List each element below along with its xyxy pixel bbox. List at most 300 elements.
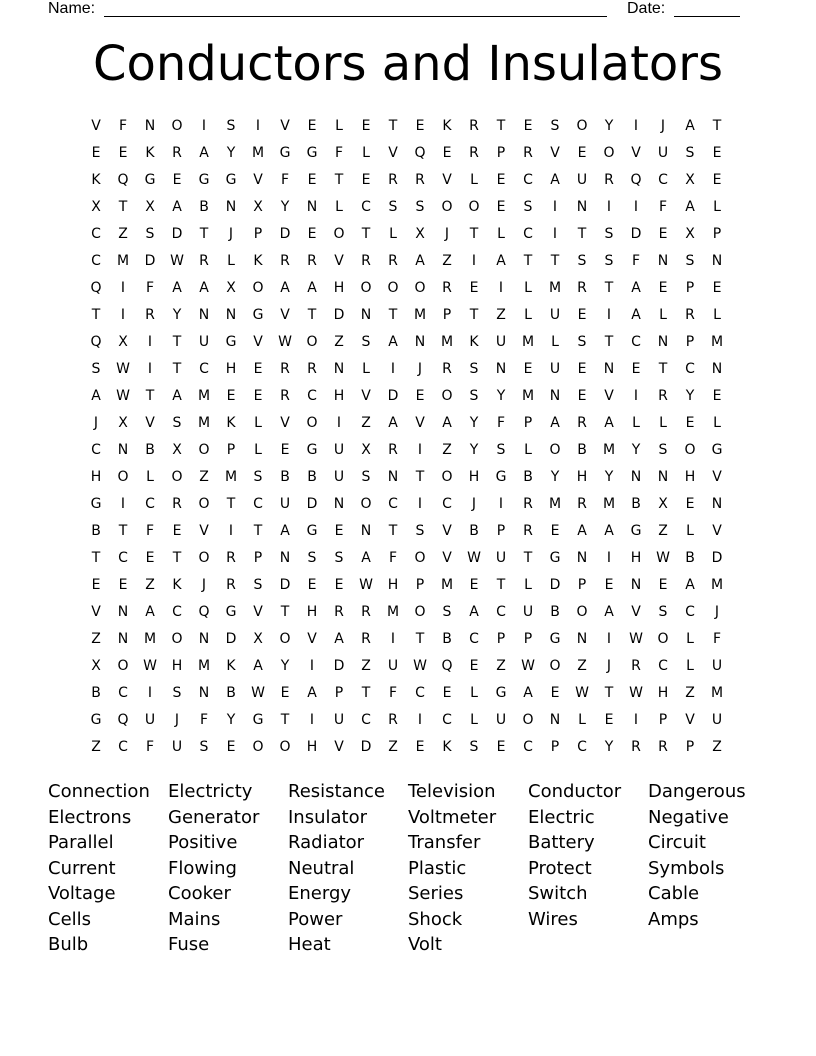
grid-letter[interactable]: E (172, 523, 182, 539)
grid-letter[interactable]: O (360, 280, 372, 296)
grid-letter[interactable]: B (523, 469, 533, 485)
grid-letter[interactable]: M (521, 334, 535, 350)
grid-letter[interactable]: E (361, 118, 371, 134)
grid-letter[interactable]: Z (361, 658, 371, 674)
grid-letter[interactable]: A (685, 118, 695, 134)
grid-letter[interactable]: I (498, 496, 504, 512)
grid-letter[interactable]: R (442, 361, 452, 377)
grid-letter[interactable]: O (441, 199, 453, 215)
grid-letter[interactable]: H (225, 361, 237, 377)
grid-letter[interactable]: H (306, 604, 318, 620)
grid-letter[interactable]: N (306, 199, 318, 215)
grid-letter[interactable]: T (118, 523, 128, 539)
grid-letter[interactable]: W (656, 550, 670, 566)
grid-letter[interactable]: G (711, 442, 723, 458)
grid-letter[interactable]: N (549, 388, 561, 404)
grid-letter[interactable]: N (279, 550, 291, 566)
grid-letter[interactable]: M (710, 577, 724, 593)
grid-letter[interactable]: S (172, 685, 182, 701)
grid-letter[interactable]: S (388, 199, 398, 215)
grid-letter[interactable]: O (522, 712, 534, 728)
grid-letter[interactable]: E (442, 685, 452, 701)
grid-letter[interactable]: J (660, 118, 666, 134)
grid-letter[interactable]: Z (685, 685, 695, 701)
grid-letter[interactable]: G (279, 145, 291, 161)
grid-letter[interactable]: Z (91, 631, 101, 647)
grid-letter[interactable]: N (657, 253, 669, 269)
grid-letter[interactable]: I (417, 442, 423, 458)
grid-letter[interactable]: A (280, 523, 290, 539)
grid-letter[interactable]: N (576, 631, 588, 647)
grid-letter[interactable]: E (172, 172, 182, 188)
grid-letter[interactable]: N (117, 604, 129, 620)
grid-letter[interactable]: R (577, 280, 587, 296)
grid-letter[interactable]: N (630, 469, 642, 485)
grid-letter[interactable]: T (469, 226, 479, 242)
grid-letter[interactable]: A (496, 253, 506, 269)
grid-letter[interactable]: M (602, 496, 616, 512)
grid-letter[interactable]: L (686, 631, 694, 647)
grid-letter[interactable]: T (199, 226, 209, 242)
grid-letter[interactable]: O (360, 496, 372, 512)
grid-letter[interactable]: H (306, 739, 318, 755)
grid-letter[interactable]: E (361, 172, 371, 188)
grid-letter[interactable]: U (522, 604, 534, 620)
grid-letter[interactable]: V (91, 604, 101, 620)
grid-letter[interactable]: A (172, 388, 182, 404)
grid-letter[interactable]: Z (91, 739, 101, 755)
grid-letter[interactable]: O (441, 388, 453, 404)
grid-letter[interactable]: N (657, 334, 669, 350)
grid-letter[interactable]: S (550, 118, 560, 134)
grid-letter[interactable]: S (523, 199, 533, 215)
grid-letter[interactable]: E (712, 145, 722, 161)
grid-letter[interactable]: B (145, 442, 155, 458)
grid-letter[interactable]: W (467, 550, 481, 566)
grid-letter[interactable]: X (685, 226, 695, 242)
grid-letter[interactable]: B (442, 631, 452, 647)
grid-letter[interactable]: H (630, 550, 642, 566)
grid-letter[interactable]: M (548, 280, 562, 296)
grid-letter[interactable]: A (172, 280, 182, 296)
grid-letter[interactable]: R (415, 172, 425, 188)
grid-letter[interactable]: P (226, 442, 236, 458)
grid-letter[interactable]: E (226, 739, 236, 755)
grid-letter[interactable]: I (336, 415, 342, 431)
grid-letter[interactable]: U (387, 658, 399, 674)
grid-letter[interactable]: E (577, 388, 587, 404)
grid-letter[interactable]: R (172, 496, 182, 512)
grid-letter[interactable]: C (631, 334, 641, 350)
grid-letter[interactable]: Z (442, 253, 452, 269)
grid-letter[interactable]: R (226, 550, 236, 566)
grid-letter[interactable]: O (387, 280, 399, 296)
grid-letter[interactable]: L (524, 280, 532, 296)
grid-letter[interactable]: V (253, 334, 263, 350)
grid-letter[interactable]: C (523, 226, 533, 242)
grid-letter[interactable]: O (333, 226, 345, 242)
grid-letter[interactable]: P (415, 577, 425, 593)
grid-letter[interactable]: S (577, 253, 587, 269)
grid-letter[interactable]: P (658, 712, 668, 728)
grid-letter[interactable]: B (199, 199, 209, 215)
grid-letter[interactable]: T (415, 469, 425, 485)
grid-letter[interactable]: C (469, 631, 479, 647)
grid-letter[interactable]: D (333, 658, 345, 674)
grid-letter[interactable]: S (658, 604, 668, 620)
grid-letter[interactable]: G (90, 496, 102, 512)
grid-letter[interactable]: R (361, 604, 371, 620)
grid-letter[interactable]: J (471, 496, 477, 512)
grid-letter[interactable]: S (469, 361, 479, 377)
grid-letter[interactable]: O (549, 442, 561, 458)
grid-letter[interactable]: N (576, 199, 588, 215)
grid-letter[interactable]: R (280, 388, 290, 404)
grid-letter[interactable]: I (606, 199, 612, 215)
grid-letter[interactable]: U (576, 172, 588, 188)
grid-letter[interactable]: V (145, 415, 155, 431)
grid-letter[interactable]: E (685, 496, 695, 512)
grid-letter[interactable]: B (550, 604, 560, 620)
grid-letter[interactable]: M (440, 577, 454, 593)
grid-letter[interactable]: M (386, 604, 400, 620)
grid-letter[interactable]: P (442, 307, 452, 323)
grid-letter[interactable]: R (577, 415, 587, 431)
grid-letter[interactable]: I (120, 496, 126, 512)
grid-letter[interactable]: C (145, 496, 155, 512)
grid-letter[interactable]: N (360, 307, 372, 323)
grid-letter[interactable]: D (279, 226, 291, 242)
grid-letter[interactable]: G (252, 712, 264, 728)
grid-letter[interactable]: T (496, 118, 506, 134)
grid-letter[interactable]: T (523, 253, 533, 269)
grid-letter[interactable]: K (253, 253, 263, 269)
grid-letter[interactable]: U (333, 712, 345, 728)
grid-letter[interactable]: I (552, 199, 558, 215)
grid-letter[interactable]: I (309, 712, 315, 728)
grid-letter[interactable]: N (198, 631, 210, 647)
grid-letter[interactable]: E (577, 307, 587, 323)
grid-letter[interactable]: T (712, 118, 722, 134)
grid-letter[interactable]: W (143, 658, 157, 674)
grid-letter[interactable]: G (144, 172, 156, 188)
grid-letter[interactable]: G (225, 334, 237, 350)
grid-letter[interactable]: P (523, 631, 533, 647)
grid-letter[interactable]: H (657, 685, 669, 701)
grid-letter[interactable]: V (253, 172, 263, 188)
grid-letter[interactable]: E (577, 361, 587, 377)
grid-letter[interactable]: X (91, 199, 101, 215)
grid-letter[interactable]: I (498, 280, 504, 296)
grid-letter[interactable]: R (523, 496, 533, 512)
grid-letter[interactable]: O (549, 658, 561, 674)
grid-letter[interactable]: N (630, 577, 642, 593)
grid-letter[interactable]: M (548, 496, 562, 512)
grid-letter[interactable]: R (199, 253, 209, 269)
grid-letter[interactable]: B (469, 523, 479, 539)
grid-letter[interactable]: T (172, 334, 182, 350)
grid-letter[interactable]: S (415, 523, 425, 539)
grid-letter[interactable]: D (630, 226, 642, 242)
grid-letter[interactable]: M (224, 469, 238, 485)
grid-letter[interactable]: M (197, 388, 211, 404)
grid-letter[interactable]: T (604, 685, 614, 701)
grid-letter[interactable]: Z (334, 334, 344, 350)
grid-letter[interactable]: J (93, 415, 99, 431)
grid-letter[interactable]: E (631, 361, 641, 377)
grid-letter[interactable]: U (144, 712, 156, 728)
grid-letter[interactable]: A (604, 415, 614, 431)
grid-letter[interactable]: E (91, 577, 101, 593)
grid-letter[interactable]: T (388, 523, 398, 539)
grid-letter[interactable]: C (118, 685, 128, 701)
grid-letter[interactable]: A (631, 280, 641, 296)
name-input-line[interactable] (104, 16, 607, 17)
grid-letter[interactable]: H (468, 469, 480, 485)
grid-letter[interactable]: Y (631, 442, 641, 458)
grid-letter[interactable]: T (604, 280, 614, 296)
grid-letter[interactable]: A (199, 280, 209, 296)
grid-letter[interactable]: L (524, 307, 532, 323)
grid-letter[interactable]: N (117, 631, 129, 647)
grid-letter[interactable]: P (253, 226, 263, 242)
grid-letter[interactable]: T (280, 604, 290, 620)
grid-letter[interactable]: L (146, 469, 154, 485)
grid-letter[interactable]: Z (577, 658, 587, 674)
date-input-line[interactable] (674, 16, 740, 17)
grid-letter[interactable]: X (145, 199, 155, 215)
grid-letter[interactable]: S (253, 577, 263, 593)
grid-letter[interactable]: E (469, 577, 479, 593)
grid-letter[interactable]: S (253, 469, 263, 485)
grid-letter[interactable]: I (633, 199, 639, 215)
grid-letter[interactable]: O (576, 604, 588, 620)
grid-letter[interactable]: E (280, 442, 290, 458)
grid-letter[interactable]: C (361, 199, 371, 215)
grid-letter[interactable]: I (255, 118, 261, 134)
grid-letter[interactable]: K (172, 577, 182, 593)
grid-letter[interactable]: O (198, 496, 210, 512)
grid-letter[interactable]: G (225, 604, 237, 620)
grid-letter[interactable]: E (307, 118, 317, 134)
grid-letter[interactable]: V (442, 523, 452, 539)
grid-letter[interactable]: L (362, 361, 370, 377)
grid-letter[interactable]: N (198, 307, 210, 323)
grid-letter[interactable]: F (145, 523, 155, 539)
grid-letter[interactable]: V (307, 631, 317, 647)
grid-letter[interactable]: D (360, 739, 372, 755)
grid-letter[interactable]: Z (388, 739, 398, 755)
grid-letter[interactable]: B (631, 496, 641, 512)
grid-letter[interactable]: S (685, 145, 695, 161)
grid-letter[interactable]: X (253, 631, 263, 647)
grid-letter[interactable]: A (280, 280, 290, 296)
grid-letter[interactable]: V (199, 523, 209, 539)
grid-letter[interactable]: M (251, 145, 265, 161)
grid-letter[interactable]: T (307, 307, 317, 323)
grid-letter[interactable]: J (228, 226, 234, 242)
grid-letter[interactable]: N (711, 496, 723, 512)
grid-letter[interactable]: I (606, 307, 612, 323)
grid-letter[interactable]: X (361, 442, 371, 458)
grid-letter[interactable]: L (713, 415, 721, 431)
grid-letter[interactable]: T (172, 550, 182, 566)
grid-letter[interactable]: W (278, 334, 292, 350)
grid-letter[interactable]: O (171, 469, 183, 485)
grid-letter[interactable]: E (658, 577, 668, 593)
grid-letter[interactable]: G (630, 523, 642, 539)
grid-letter[interactable]: T (91, 550, 101, 566)
grid-letter[interactable]: M (440, 334, 454, 350)
grid-letter[interactable]: Q (414, 145, 426, 161)
grid-letter[interactable]: R (631, 739, 641, 755)
grid-letter[interactable]: E (469, 658, 479, 674)
grid-letter[interactable]: A (145, 604, 155, 620)
grid-letter[interactable]: P (577, 577, 587, 593)
grid-letter[interactable]: A (91, 388, 101, 404)
grid-letter[interactable]: Q (630, 172, 642, 188)
grid-letter[interactable]: Y (226, 712, 236, 728)
grid-letter[interactable]: S (226, 118, 236, 134)
grid-letter[interactable]: E (658, 280, 668, 296)
grid-letter[interactable]: X (118, 415, 128, 431)
grid-letter[interactable]: I (633, 712, 639, 728)
grid-letter[interactable]: C (415, 685, 425, 701)
grid-letter[interactable]: C (91, 226, 101, 242)
grid-letter[interactable]: V (685, 712, 695, 728)
grid-letter[interactable]: A (550, 415, 560, 431)
grid-letter[interactable]: J (174, 712, 180, 728)
grid-letter[interactable]: C (91, 442, 101, 458)
grid-letter[interactable]: M (197, 658, 211, 674)
grid-letter[interactable]: K (442, 118, 452, 134)
grid-letter[interactable]: V (91, 118, 101, 134)
grid-letter[interactable]: O (414, 604, 426, 620)
grid-letter[interactable]: R (523, 523, 533, 539)
grid-letter[interactable]: L (551, 334, 559, 350)
grid-letter[interactable]: O (279, 631, 291, 647)
grid-letter[interactable]: I (228, 523, 234, 539)
grid-letter[interactable]: R (604, 172, 614, 188)
grid-letter[interactable]: L (524, 442, 532, 458)
grid-letter[interactable]: V (334, 253, 344, 269)
grid-letter[interactable]: T (604, 334, 614, 350)
grid-letter[interactable]: C (388, 496, 398, 512)
grid-letter[interactable]: R (631, 658, 641, 674)
grid-letter[interactable]: D (225, 631, 237, 647)
grid-letter[interactable]: E (118, 145, 128, 161)
grid-letter[interactable]: R (658, 388, 668, 404)
grid-letter[interactable]: F (631, 253, 641, 269)
grid-letter[interactable]: B (577, 442, 587, 458)
grid-letter[interactable]: T (253, 523, 263, 539)
grid-letter[interactable]: O (414, 280, 426, 296)
grid-letter[interactable]: N (333, 496, 345, 512)
grid-letter[interactable]: H (333, 388, 345, 404)
grid-letter[interactable]: C (361, 712, 371, 728)
grid-letter[interactable]: D (711, 550, 723, 566)
grid-letter[interactable]: L (335, 118, 343, 134)
grid-letter[interactable]: K (442, 739, 452, 755)
grid-letter[interactable]: U (549, 361, 561, 377)
grid-letter[interactable]: P (334, 685, 344, 701)
grid-letter[interactable]: F (496, 415, 506, 431)
grid-letter[interactable]: T (145, 388, 155, 404)
grid-letter[interactable]: Z (361, 415, 371, 431)
grid-letter[interactable]: V (253, 604, 263, 620)
grid-letter[interactable]: I (309, 658, 315, 674)
grid-letter[interactable]: U (549, 307, 561, 323)
grid-letter[interactable]: S (442, 604, 452, 620)
grid-letter[interactable]: A (307, 685, 317, 701)
grid-letter[interactable]: W (116, 388, 130, 404)
grid-letter[interactable]: N (549, 712, 561, 728)
grid-letter[interactable]: T (523, 550, 533, 566)
grid-letter[interactable]: N (225, 199, 237, 215)
grid-letter[interactable]: C (523, 739, 533, 755)
grid-letter[interactable]: V (388, 145, 398, 161)
grid-letter[interactable]: F (145, 739, 155, 755)
grid-letter[interactable]: A (604, 523, 614, 539)
grid-letter[interactable]: H (387, 577, 399, 593)
grid-letter[interactable]: B (307, 469, 317, 485)
grid-letter[interactable]: A (415, 253, 425, 269)
grid-letter[interactable]: E (712, 280, 722, 296)
grid-letter[interactable]: V (280, 415, 290, 431)
grid-letter[interactable]: G (306, 145, 318, 161)
grid-letter[interactable]: B (226, 685, 236, 701)
grid-letter[interactable]: Z (712, 739, 722, 755)
grid-letter[interactable]: I (120, 307, 126, 323)
grid-letter[interactable]: E (307, 172, 317, 188)
grid-letter[interactable]: X (172, 442, 182, 458)
grid-letter[interactable]: L (389, 226, 397, 242)
grid-letter[interactable]: C (118, 550, 128, 566)
grid-letter[interactable]: A (442, 415, 452, 431)
grid-letter[interactable]: E (712, 172, 722, 188)
grid-letter[interactable]: C (172, 604, 182, 620)
grid-letter[interactable]: M (197, 415, 211, 431)
grid-letter[interactable]: C (442, 712, 452, 728)
grid-letter[interactable]: L (470, 685, 478, 701)
grid-letter[interactable]: C (91, 253, 101, 269)
grid-letter[interactable]: I (552, 226, 558, 242)
grid-letter[interactable]: D (333, 307, 345, 323)
grid-letter[interactable]: L (713, 307, 721, 323)
grid-letter[interactable]: U (711, 712, 723, 728)
grid-letter[interactable]: G (306, 442, 318, 458)
grid-letter[interactable]: O (603, 145, 615, 161)
grid-letter[interactable]: N (117, 442, 129, 458)
grid-letter[interactable]: Y (685, 388, 695, 404)
grid-letter[interactable]: Y (280, 658, 290, 674)
grid-letter[interactable]: S (199, 739, 209, 755)
grid-letter[interactable]: O (117, 658, 129, 674)
grid-letter[interactable]: N (387, 469, 399, 485)
grid-letter[interactable]: Q (90, 334, 102, 350)
grid-letter[interactable]: E (496, 172, 506, 188)
grid-letter[interactable]: Z (496, 307, 506, 323)
grid-letter[interactable]: H (90, 469, 102, 485)
grid-letter[interactable]: F (658, 199, 668, 215)
grid-letter[interactable]: E (685, 415, 695, 431)
grid-letter[interactable]: I (147, 334, 153, 350)
grid-letter[interactable]: E (712, 388, 722, 404)
grid-letter[interactable]: W (170, 253, 184, 269)
grid-letter[interactable]: O (306, 334, 318, 350)
grid-letter[interactable]: S (469, 739, 479, 755)
grid-letter[interactable]: V (550, 145, 560, 161)
